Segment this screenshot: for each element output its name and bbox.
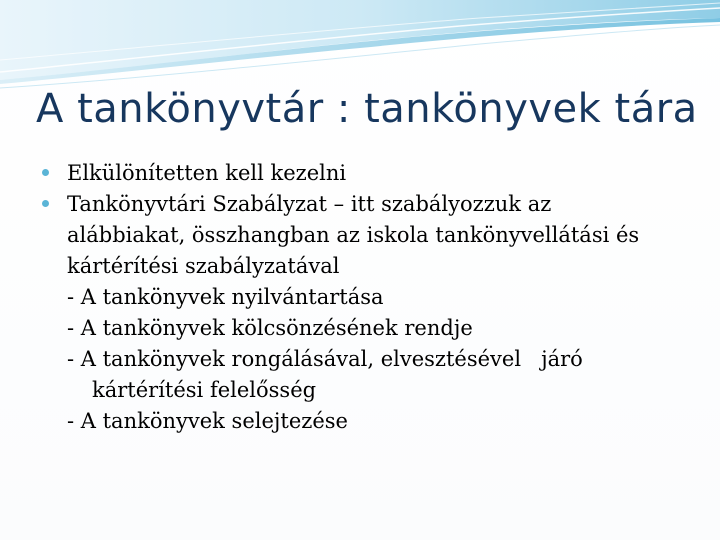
bullet-continuation: alábbiakat, összhangban az iskola tankönyvellátási és bbox=[67, 223, 640, 247]
sub-item: - A tankönyvek kölcsönzésének rendje bbox=[67, 316, 473, 340]
bullet-item bbox=[40, 158, 700, 189]
sub-item-continuation: kártérítési felelősség bbox=[92, 378, 317, 402]
sub-item: - A tankönyvek selejtezése bbox=[67, 409, 348, 433]
slide-title: A tankönyvtár : tankönyvek tára bbox=[36, 86, 698, 132]
bullet-item bbox=[40, 189, 700, 220]
slide-body bbox=[40, 158, 700, 437]
bullet-text: Tankönyvtári Szabályzat – itt szabályozzuk az bbox=[67, 192, 552, 216]
bullet-icon bbox=[42, 200, 49, 207]
sub-item: - A tankönyvek nyilvántartása bbox=[67, 285, 384, 309]
bullet-icon bbox=[42, 169, 49, 176]
sub-item: - A tankönyvek rongálásával, elvesztésével járó bbox=[67, 347, 583, 371]
bullet-continuation: kártérítési szabályzatával bbox=[67, 254, 340, 278]
header-wave-decoration bbox=[0, 0, 720, 95]
bullet-text: Elkülönítetten kell kezelni bbox=[67, 161, 347, 185]
